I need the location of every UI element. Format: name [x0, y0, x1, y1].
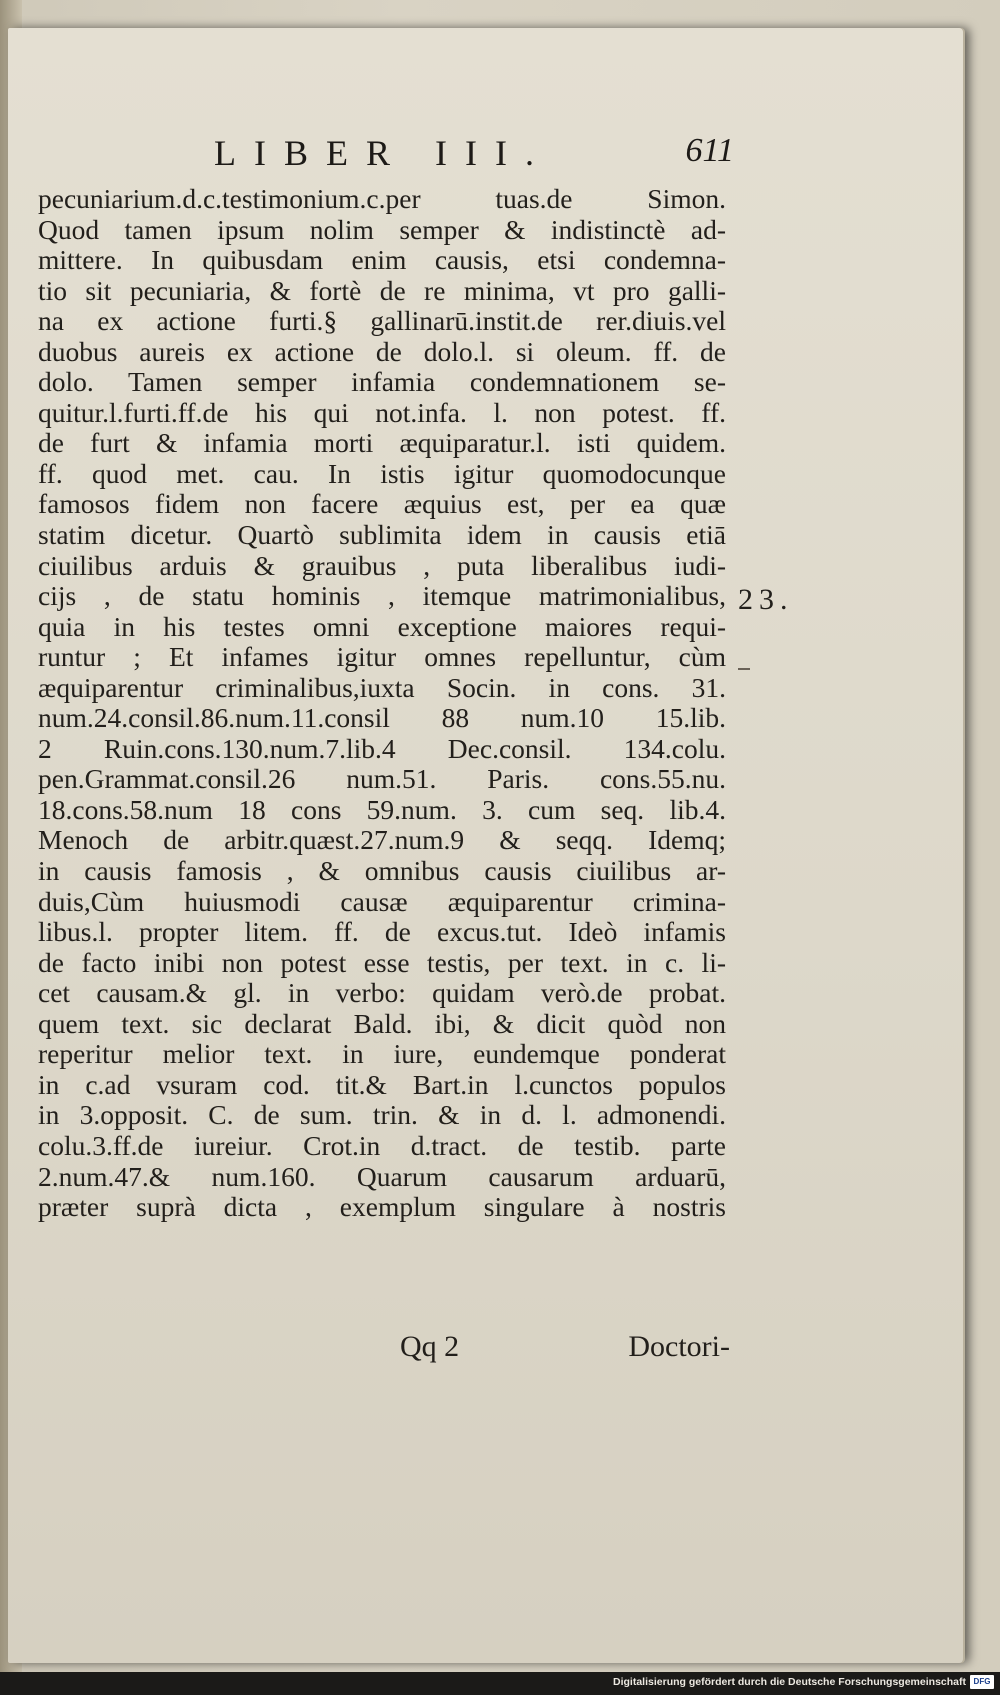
- text-line: præter suprà dicta , exemplum singulare à nostris: [38, 1192, 726, 1223]
- text-line: quem text. sic declarat Bald. ibi, & dicit quòd non: [38, 1008, 726, 1039]
- text-line: pen.Grammat.consil.26 num.51. Paris. cons.55.nu.: [38, 764, 726, 795]
- text-line: duobus aureis ex actione de dolo.l. si oleum. ff. de: [38, 336, 726, 367]
- text-line: reperitur melior text. in iure, eundemque ponderat: [38, 1039, 726, 1070]
- page-footer: [400, 1330, 730, 1370]
- text-line: Quod tamen ipsum nolim semper & indistinctè ad-: [38, 214, 726, 245]
- text-line: runtur ; Et infames igitur omnes repelluntur, cùm: [38, 642, 726, 673]
- page-number: 611: [685, 132, 734, 169]
- text-line: 2 Ruin.cons.130.num.7.lib.4 Dec.consil. 134.colu.: [38, 733, 726, 764]
- margin-mark: [738, 668, 750, 670]
- text-line: num.24.consil.86.num.11.consil 88 num.10 15.lib.: [38, 703, 726, 734]
- running-head: LIBER III.: [214, 133, 552, 173]
- dfg-logo: DFG: [970, 1675, 994, 1689]
- text-line: in causis famosis , & omnibus causis ciuilibus ar-: [38, 856, 726, 887]
- text-line: na ex actione furti.§ gallinarū.instit.de rer.diuis.vel: [38, 306, 726, 337]
- text-line: duis,Cùm huiusmodi causæ æquiparentur crimina-: [38, 886, 726, 917]
- text-line: quia in his testes omni exceptione maiores requi-: [38, 611, 726, 642]
- body-text: [38, 184, 726, 1223]
- text-line: libus.l. propter litem. ff. de excus.tut. Ideò infamis: [38, 917, 726, 948]
- text-line: dolo. Tamen semper infamia condemnationem se-: [38, 367, 726, 398]
- text-line: quitur.l.furti.ff.de his qui not.infa. l. non potest. ff.: [38, 397, 726, 428]
- text-line: mittere. In quibusdam enim causis, etsi condemna-: [38, 245, 726, 276]
- text-line: 2.num.47.& num.160. Quarum causarum arduarū,: [38, 1161, 726, 1192]
- signature-mark: Qq 2: [400, 1330, 460, 1363]
- text-line: Menoch de arbitr.quæst.27.num.9 & seqq. Idemq;: [38, 825, 726, 856]
- text-line: 18.cons.58.num 18 cons 59.num. 3. cum seq. lib.4.: [38, 794, 726, 825]
- text-line: de furt & infamia morti æquiparatur.l. isti quidem.: [38, 428, 726, 459]
- text-line: tio sit pecuniaria, & fortè de re minima, vt pro galli-: [38, 275, 726, 306]
- text-line: de facto inibi non potest esse testis, per text. in c. li-: [38, 947, 726, 978]
- text-line: æquiparentur criminalibus,iuxta Socin. in cons. 31.: [38, 672, 726, 703]
- marginal-number: 23.: [738, 583, 794, 616]
- text-line: pecuniarium.d.c.testimonium.c.per tuas.de Simon.: [38, 184, 726, 214]
- text-line: cet causam.& gl. in verbo: quidam verò.de probat.: [38, 978, 726, 1009]
- text-line: ciuilibus arduis & grauibus , puta liberalibus iudi-: [38, 550, 726, 581]
- catchword: Doctori-: [628, 1330, 730, 1363]
- text-line: ff. quod met. cau. In istis igitur quomodocunque: [38, 458, 726, 489]
- digitization-credit: Digitalisierung gefördert durch die Deutsche Forschungsgemeinschaft: [613, 1676, 966, 1688]
- text-line: famosos fidem non facere æquius est, per ea quæ: [38, 489, 726, 520]
- text-line: cijs , de statu hominis , itemque matrimonialibus,: [38, 581, 726, 612]
- text-line: statim dicetur. Quartò sublimita idem in causis etiā: [38, 520, 726, 551]
- page-header: [214, 132, 734, 178]
- text-line: in 3.opposit. C. de sum. trin. & in d. l. admonendi.: [38, 1100, 726, 1131]
- text-line: colu.3.ff.de iureiur. Crot.in d.tract. de testib. parte: [38, 1130, 726, 1161]
- text-line: in c.ad vsuram cod. tit.& Bart.in l.cunctos populos: [38, 1069, 726, 1100]
